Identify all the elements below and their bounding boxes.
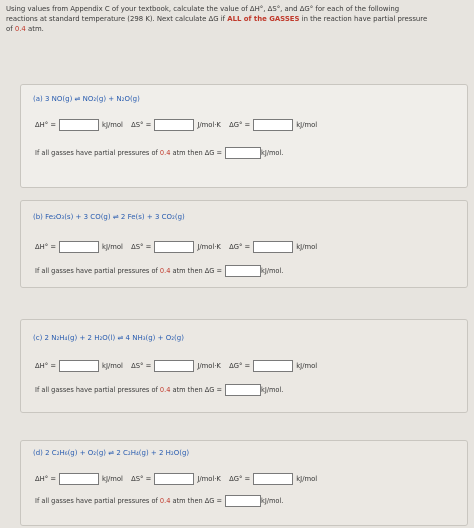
intro-text-5: atm.: [28, 25, 44, 33]
reaction-d-answers: [35, 473, 317, 485]
reaction-b-partial: [35, 265, 283, 277]
dg-unit: kJ/mol: [296, 475, 318, 483]
dg-input-d[interactable]: [253, 473, 293, 485]
dh-unit: kJ/mol: [102, 243, 123, 251]
dg-label: ΔG° =: [229, 475, 251, 483]
reaction-c-answers: [35, 360, 317, 372]
sentence-post: atm then ΔG =: [172, 149, 223, 157]
ds-unit: J/mol·K: [197, 362, 221, 370]
reaction-c-label: (c) 2 N₂H₄(g) + 2 H₂O(l) ⇌ 4 NH₃(g) + O₂(g): [33, 334, 184, 342]
dg-partial-input-a[interactable]: [225, 147, 261, 159]
dh-label: ΔH° =: [35, 243, 57, 251]
intro-text-1: Using values from Appendix C of your textbook, calculate the value of ΔH°, ΔS°, and ΔG° for each of the following: [6, 5, 400, 13]
dg-partial-unit: kJ/mol.: [261, 267, 284, 275]
dg-unit: kJ/mol: [296, 243, 318, 251]
reaction-a-card: [20, 84, 468, 188]
sentence-post: atm then ΔG =: [172, 267, 223, 275]
sentence-pre: If all gasses have partial pressures of: [35, 386, 158, 394]
dg-partial-input-c[interactable]: [225, 384, 261, 396]
intro-text-2: reactions at standard temperature (298 K). Next calculate ΔG if: [6, 15, 226, 23]
dg-partial-input-b[interactable]: [225, 265, 261, 277]
sentence-pre: If all gasses have partial pressures of: [35, 267, 158, 275]
intro-pressure: 0.4: [14, 25, 26, 33]
sentence-post: atm then ΔG =: [172, 497, 223, 505]
reaction-d-card: [20, 440, 468, 526]
dh-unit: kJ/mol: [102, 121, 123, 129]
dh-input-d[interactable]: [59, 473, 99, 485]
reaction-c-partial: [35, 384, 283, 396]
dg-input-b[interactable]: [253, 241, 293, 253]
ds-label: ΔS° =: [131, 121, 152, 129]
reaction-b-label: (b) Fe₂O₃(s) + 3 CO(g) ⇌ 2 Fe(s) + 3 CO₂(g): [33, 213, 185, 221]
instructions: [6, 4, 470, 34]
dg-partial-unit: kJ/mol.: [261, 386, 284, 394]
reaction-c-card: [20, 319, 468, 413]
ds-label: ΔS° =: [131, 243, 152, 251]
dg-unit: kJ/mol: [296, 362, 318, 370]
dg-label: ΔG° =: [229, 362, 251, 370]
ds-input-a[interactable]: [154, 119, 194, 131]
ds-label: ΔS° =: [131, 362, 152, 370]
sentence-pressure: 0.4: [159, 149, 171, 157]
intro-highlight: ALL of the GASSES: [227, 15, 300, 23]
dg-partial-input-d[interactable]: [225, 495, 261, 507]
dg-label: ΔG° =: [229, 121, 251, 129]
sentence-pressure: 0.4: [159, 386, 171, 394]
sentence-pre: If all gasses have partial pressures of: [35, 149, 158, 157]
sentence-pre: If all gasses have partial pressures of: [35, 497, 158, 505]
dg-partial-unit: kJ/mol.: [261, 149, 284, 157]
sentence-pressure: 0.4: [159, 267, 171, 275]
dg-input-a[interactable]: [253, 119, 293, 131]
reaction-a-answers: [35, 119, 317, 131]
dg-unit: kJ/mol: [296, 121, 318, 129]
dg-label: ΔG° =: [229, 243, 251, 251]
dh-unit: kJ/mol: [102, 475, 123, 483]
dg-partial-unit: kJ/mol.: [261, 497, 284, 505]
ds-input-b[interactable]: [154, 241, 194, 253]
reaction-a-partial: [35, 147, 283, 159]
dh-input-c[interactable]: [59, 360, 99, 372]
dh-label: ΔH° =: [35, 475, 57, 483]
sentence-pressure: 0.4: [159, 497, 171, 505]
ds-unit: J/mol·K: [197, 243, 221, 251]
dg-input-c[interactable]: [253, 360, 293, 372]
ds-unit: J/mol·K: [197, 121, 221, 129]
dh-input-b[interactable]: [59, 241, 99, 253]
dh-label: ΔH° =: [35, 362, 57, 370]
reaction-d-partial: [35, 495, 283, 507]
reaction-b-answers: [35, 241, 317, 253]
dh-input-a[interactable]: [59, 119, 99, 131]
ds-input-d[interactable]: [154, 473, 194, 485]
ds-label: ΔS° =: [131, 475, 152, 483]
reaction-b-card: [20, 200, 468, 288]
ds-unit: J/mol·K: [197, 475, 221, 483]
reaction-a-label: (a) 3 NO(g) ⇌ NO₂(g) + N₂O(g): [33, 95, 140, 103]
sentence-post: atm then ΔG =: [172, 386, 223, 394]
ds-input-c[interactable]: [154, 360, 194, 372]
intro-text-3: in the reaction have partial pressure: [301, 15, 428, 23]
dh-unit: kJ/mol: [102, 362, 123, 370]
reaction-d-label: (d) 2 C₂H₆(g) + O₂(g) ⇌ 2 C₂H₄(g) + 2 H₂O(g): [33, 449, 190, 457]
intro-text-4: of: [6, 25, 13, 33]
dh-label: ΔH° =: [35, 121, 57, 129]
